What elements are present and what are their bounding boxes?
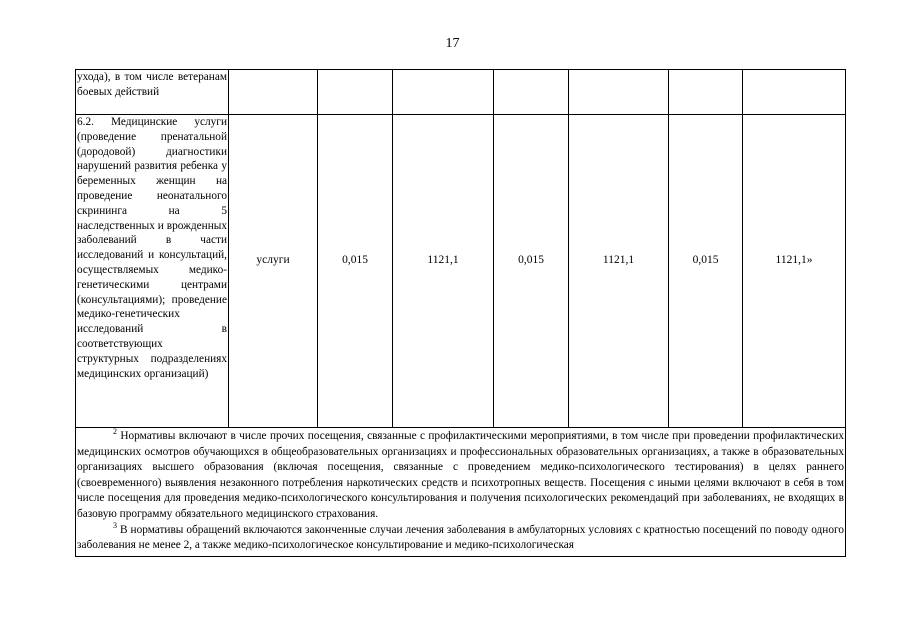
empty-cell: [669, 70, 743, 115]
footnote-3: [77, 520, 844, 554]
empty-cell: [318, 70, 393, 115]
value-cell: 0,015: [494, 115, 569, 428]
value-cell: 1121,1»: [743, 115, 846, 428]
footnote-mark: 2: [113, 427, 117, 437]
footnotes-row: [76, 428, 846, 557]
row-label-6-2: 6.2. Медицинские услуги (проведение пренатальной (дородовой) диагностики нарушений развития ребенка у беременных женщин на проведение неонатального скрининга на 5 наследственных и врожденных заболеваний в части исследований и консультаций, осуществляемых медико-генетическими центрами (консультациями); проведение медико-генетических исследований в соответствующих структурных подразделениях медицинских организаций): [76, 115, 229, 428]
footnote-mark: 3: [113, 520, 117, 530]
page-number: 17: [445, 36, 460, 51]
value-cell: 0,015: [669, 115, 743, 428]
table-row-6-2: [76, 115, 846, 428]
empty-cell: [743, 70, 846, 115]
row-label-continued: ухода), в том числе ветеранам боевых действий: [76, 70, 229, 115]
unit-cell: услуги: [229, 115, 318, 428]
norms-table: [75, 69, 846, 557]
value-cell: 1121,1: [569, 115, 669, 428]
value-cell: 0,015: [318, 115, 393, 428]
footnote-text: В нормативы обращений включаются законченные случаи лечения заболевания в амбулаторных условиях с кратностью посещений по поводу одного заболевания не менее 2, а также медико-психологическое консультирование и медико-психологическая: [77, 523, 844, 552]
footnote-2: [77, 429, 844, 523]
value-cell: 1121,1: [393, 115, 494, 428]
empty-cell: [229, 70, 318, 115]
footnotes-cell: [76, 428, 846, 557]
footnote-text: Нормативы включают в числе прочих посещения, связанные с профилактическими мероприятиями, в том числе при проведении профилактических медицинских осмотров обучающихся в общеобразовательных организациях и профессиональных образовательных организациях, а также в образовательных организациях высшего образования (включая посещения, связанные с проведением медико-психологического тестирования) в целях раннего (своевременного) выявления незаконного потребления наркотических средств и психотропных веществ. Посещения с иными целями включают в себя в том числе посещения для проведения медико-психологического консультирования и получения психологических рекомендаций при заболеваниях, не входящих в базовую программу обязательного медицинского страхования.: [77, 430, 845, 520]
table-row-continued: [76, 70, 846, 115]
empty-cell: [569, 70, 669, 115]
empty-cell: [494, 70, 569, 115]
empty-cell: [393, 70, 494, 115]
